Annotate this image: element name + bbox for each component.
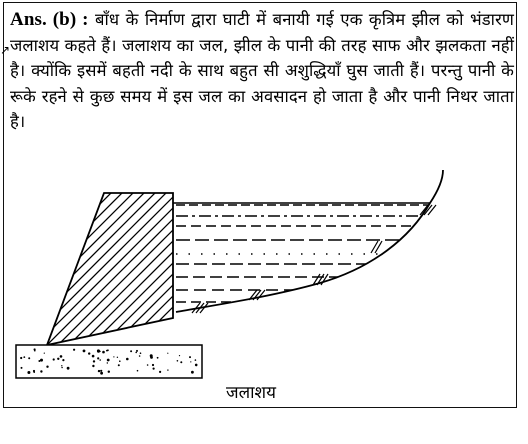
speckle: [38, 360, 40, 362]
speckle: [46, 366, 48, 368]
speckle: [108, 371, 110, 373]
speckle: [153, 368, 155, 370]
hatch-line: [141, 190, 301, 350]
speckle: [100, 372, 103, 375]
speckle: [61, 365, 62, 366]
speckle: [67, 367, 70, 370]
hatch-line: [240, 190, 400, 350]
speckle: [150, 356, 153, 359]
hatch-line: [163, 190, 323, 350]
speckle: [119, 360, 121, 362]
speckle: [93, 360, 95, 362]
speckle: [100, 370, 102, 372]
speckle: [40, 370, 42, 372]
speckle: [34, 350, 36, 352]
speckle: [98, 370, 100, 372]
speckle: [28, 357, 30, 359]
speckle: [118, 364, 120, 366]
speckle: [60, 355, 63, 358]
hatch-line: [0, 190, 147, 350]
speckle: [189, 356, 191, 358]
hatch-line: [207, 190, 367, 350]
hatch-line: [295, 190, 455, 350]
hatch-line: [64, 190, 224, 350]
speckle: [180, 361, 182, 363]
hatch-line: [0, 190, 136, 350]
dam-hatching: [0, 190, 455, 350]
speckle: [21, 367, 23, 369]
speckle: [44, 353, 45, 354]
hatch-line: [9, 190, 169, 350]
speckle: [117, 357, 118, 358]
speckle: [106, 350, 108, 352]
speckle: [92, 365, 94, 367]
hatch-line: [97, 190, 257, 350]
speckle: [167, 369, 168, 370]
hatch-line: [0, 190, 125, 350]
speckle: [53, 358, 55, 360]
speckle: [97, 349, 100, 352]
answer-explanation: बाँध के निर्माण द्वारा घाटी में बनायी गई एक कृत्रिम झील को भंडारण जलाशय कहते हैं। जलाशय का जल, झील के पानी की तरह साफ और झलकता नहीं है। क्योंकि इसमें बहती नदी के साथ बहुत सी अशुद्धियाँ घुस जाती हैं। परन्तु पानी के रूके रहने से कुछ समय में इस जल का अवसादन हो जाता है और पानी निथर जाता है।: [10, 10, 515, 132]
margin-tick-mark: ↗: [0, 43, 11, 57]
speckle: [23, 356, 25, 358]
dam-foundation: [16, 345, 202, 378]
speckle: [83, 350, 86, 353]
speckle: [177, 360, 179, 362]
speckle: [27, 371, 30, 374]
hatch-line: [229, 190, 389, 350]
speckle: [140, 352, 142, 354]
speckle: [157, 357, 159, 359]
speckle: [167, 353, 168, 354]
speckle: [61, 367, 62, 368]
speckle: [126, 358, 129, 361]
speckle: [107, 359, 110, 362]
speckle: [97, 357, 99, 359]
hatch-line: [42, 190, 202, 350]
speckle: [20, 357, 22, 359]
speckle: [107, 362, 108, 363]
hatch-line: [0, 190, 81, 350]
hatch-line: [251, 190, 411, 350]
hatch-line: [86, 190, 246, 350]
diagram-caption: जलाशय: [226, 383, 276, 403]
speckle: [57, 358, 59, 360]
answer-label: Ans. (b) :: [10, 9, 89, 30]
hatch-line: [174, 190, 334, 350]
speckle: [179, 355, 180, 356]
speckle: [137, 370, 139, 372]
speckle: [102, 351, 105, 354]
speckle: [190, 361, 191, 362]
speckle: [147, 364, 149, 366]
hatch-line: [119, 190, 279, 350]
speckle: [152, 364, 154, 366]
hatch-line: [196, 190, 356, 350]
hatch-line: [152, 190, 312, 350]
speckle: [113, 356, 114, 357]
speckle: [130, 350, 132, 352]
hatch-line: [130, 190, 290, 350]
speckle: [191, 371, 194, 374]
speckle: [196, 365, 197, 366]
speckle: [40, 359, 43, 362]
speckle: [136, 350, 138, 352]
speckle: [33, 371, 35, 373]
hatch-line: [262, 190, 422, 350]
speckle: [73, 349, 75, 351]
hatch-line: [75, 190, 235, 350]
bank-ticks: [192, 205, 436, 313]
hatch-line: [185, 190, 345, 350]
hatch-line: [0, 190, 70, 350]
speckle: [159, 371, 161, 373]
hatch-line: [20, 190, 180, 350]
speckle: [195, 359, 197, 361]
speckle: [92, 355, 95, 358]
speckle: [139, 355, 141, 357]
speckle: [99, 359, 101, 361]
speckle: [88, 352, 90, 354]
hatch-line: [284, 190, 444, 350]
speckle: [135, 352, 137, 354]
speckle: [62, 359, 64, 361]
